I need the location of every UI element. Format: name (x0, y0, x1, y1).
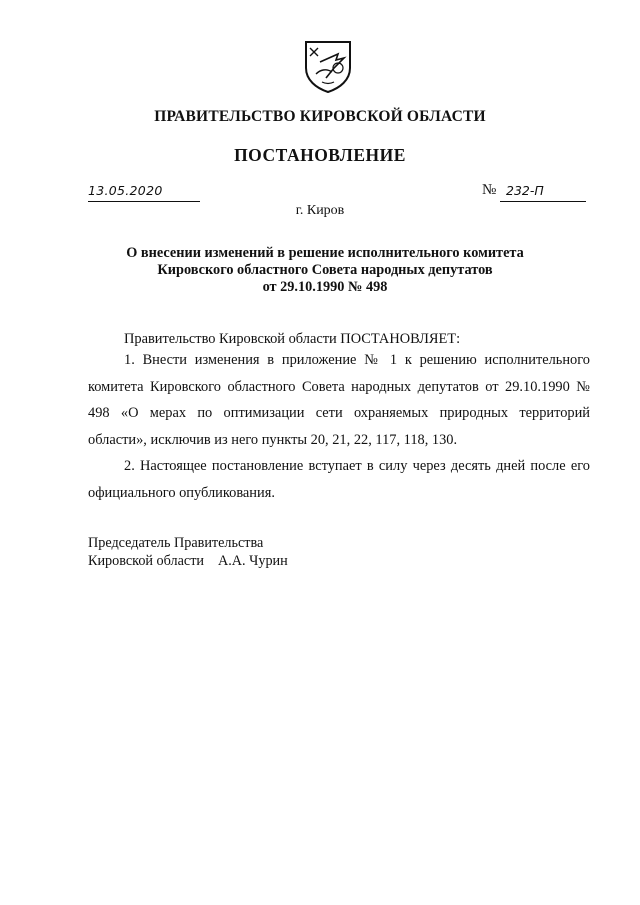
signature-position-line-1: Председатель Правительства (88, 535, 264, 551)
number-label: № (482, 182, 497, 198)
signature-block (88, 534, 288, 570)
city: г. Киров (295, 203, 345, 218)
intro-paragraph: Правительство Кировской области ПОСТАНОВЛЯЕТ: (124, 331, 461, 347)
document-title (110, 245, 540, 296)
coat-of-arms-icon (300, 38, 356, 94)
signatory-name: А.А. Чурин (218, 553, 288, 569)
title-line-1: О внесении изменений в решение исполнительного комитета (126, 245, 524, 261)
document-number-field (500, 183, 586, 202)
signature-position-line-2: Кировской области (88, 553, 204, 569)
document-type: ПОСТАНОВЛЕНИЕ (234, 145, 406, 165)
item-1-paragraph: 1. Внести изменения в приложение № 1 к решению исполнительного комитета Кировского областного Совета народных депутатов от 29.10.1990 № 498 «О мерах по оптимизации сети охраняемых природных территорий области», исключив из него пункты 20, 21, 22, 117, 118, 130. (88, 352, 590, 448)
document-date-field (88, 183, 200, 202)
document-date: 13.05.2020 (88, 183, 163, 198)
title-line-3: от 29.10.1990 № 498 (262, 279, 388, 295)
title-line-2: Кировского областного Совета народных депутатов (157, 262, 493, 278)
item-2-paragraph: 2. Настоящее постановление вступает в силу через десять дней после его официального опубликования. (88, 458, 590, 501)
document-number: 232-П (506, 183, 544, 198)
organization-name: ПРАВИТЕЛЬСТВО КИРОВСКОЙ ОБЛАСТИ (154, 108, 486, 125)
